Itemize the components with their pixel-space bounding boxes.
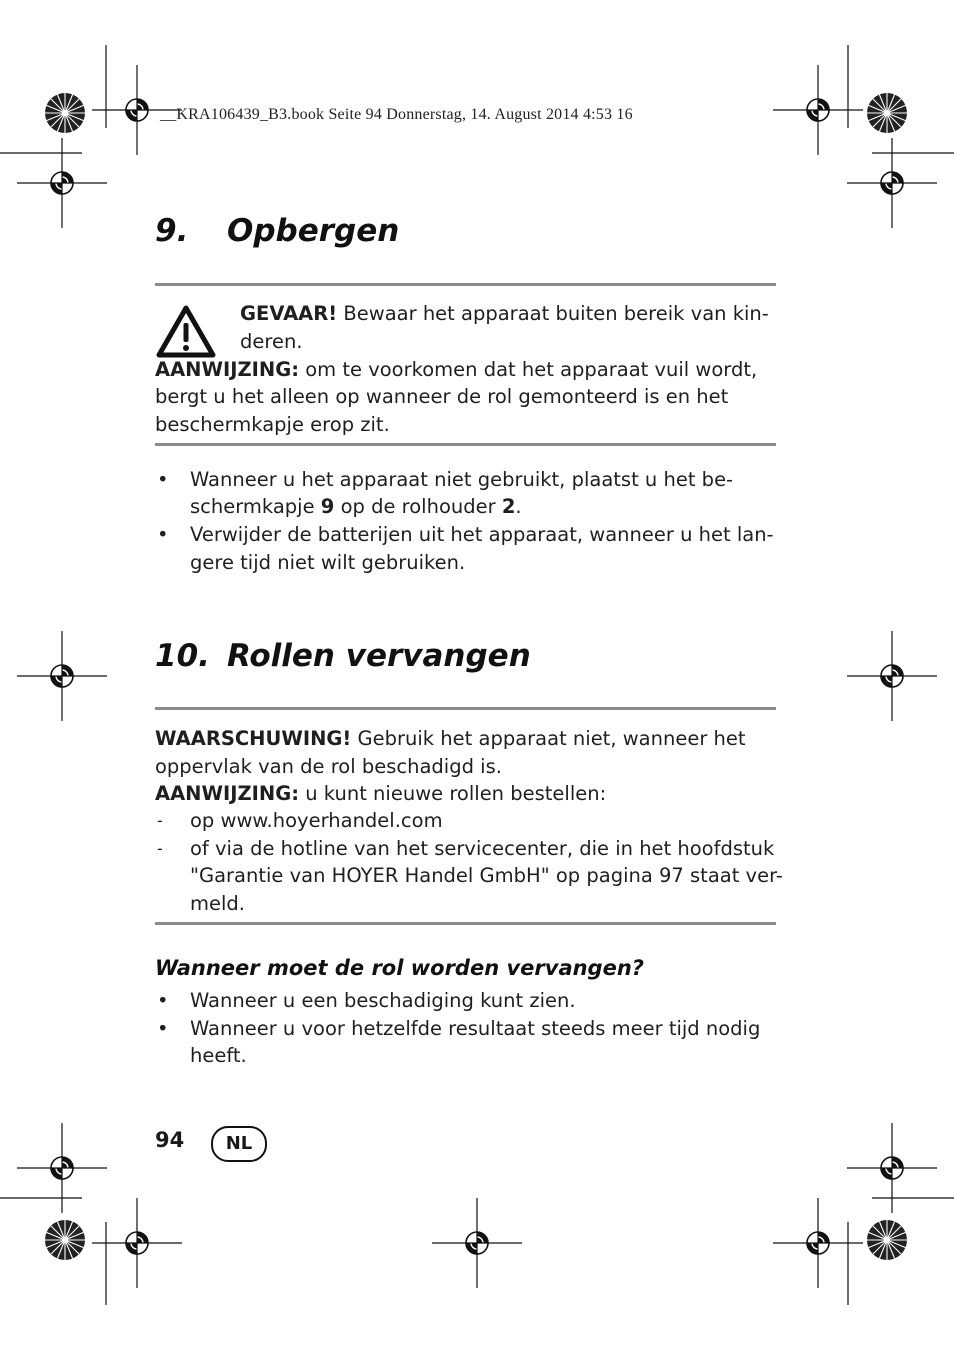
bullet-icon: • xyxy=(157,468,169,491)
section-divider xyxy=(155,283,776,286)
list-item: Wanneer u een beschadiging kunt zien. xyxy=(190,989,576,1012)
order-option: op www.hoyerhandel.com xyxy=(190,809,443,832)
section-divider xyxy=(155,443,776,446)
section-title: Opbergen xyxy=(227,213,400,249)
radial-starburst-icon xyxy=(45,1220,85,1260)
part-number-ref: 9 xyxy=(320,495,335,518)
warning-triangle-icon xyxy=(155,304,217,360)
list-item-cont: gere tijd niet wilt gebruiken. xyxy=(190,551,466,574)
danger-notice: GEVAAR! Bewaar het apparaat buiten bereik van kin- xyxy=(240,302,769,325)
section-9-heading xyxy=(155,213,399,249)
section-10-heading xyxy=(155,638,531,674)
danger-notice-cont: deren. xyxy=(240,330,303,353)
bullet-icon: • xyxy=(157,989,169,1012)
warning-notice-cont: oppervlak van de rol beschadigd is. xyxy=(155,755,502,778)
page-number: 94 xyxy=(155,1128,185,1152)
bullet-icon: • xyxy=(157,523,169,546)
order-option-cont: meld. xyxy=(190,892,245,915)
radial-starburst-icon xyxy=(867,1220,907,1260)
storage-note-line3: beschermkapje erop zit. xyxy=(155,413,390,436)
bullet-icon: • xyxy=(157,1017,169,1040)
list-item: Wanneer u voor hetzelfde resultaat steeds meer tijd nodig xyxy=(190,1017,761,1040)
crosshair-registration-icon xyxy=(847,138,937,228)
list-item-cont: schermkapje 9 op de rolhouder 2. xyxy=(190,495,522,518)
list-item-cont: heeft. xyxy=(190,1044,247,1067)
storage-note: AANWIJZING: om te voorkomen dat het apparaat vuil wordt, xyxy=(155,358,758,381)
section-title: Rollen vervangen xyxy=(227,638,531,674)
crosshair-registration-icon xyxy=(847,631,937,721)
dash-marker: - xyxy=(157,839,163,858)
part-number-ref: 2 xyxy=(501,495,516,518)
crosshair-registration-icon xyxy=(17,631,107,721)
crosshair-registration-icon xyxy=(17,138,107,228)
list-item: Verwijder de batterijen uit het apparaat, wanneer u het lan- xyxy=(190,523,774,546)
warning-notice: WAARSCHUWING! Gebruik het apparaat niet, wanneer het xyxy=(155,727,746,750)
list-item: Wanneer u het apparaat niet gebruikt, plaatst u het be- xyxy=(190,468,734,491)
section-number: 9. xyxy=(155,213,189,249)
section-divider xyxy=(155,922,776,925)
section-divider xyxy=(155,707,776,710)
crosshair-registration-icon xyxy=(847,1123,937,1213)
crosshair-registration-icon xyxy=(432,1198,522,1288)
order-option: of via de hotline van het servicecenter, die in het hoofdstuk xyxy=(190,837,775,860)
dash-marker: - xyxy=(157,811,163,830)
note-label: AANWIJZING: xyxy=(155,782,300,805)
section-number: 10. xyxy=(155,638,210,674)
print-file-info: __KRA106439_B3.book Seite 94 Donnerstag, 14. August 2014 4:53 16 xyxy=(160,106,633,123)
language-badge: NL xyxy=(211,1126,267,1162)
order-option-cont: "Garantie van HOYER Handel GmbH" op pagina 97 staat ver- xyxy=(190,864,783,887)
crosshair-registration-icon xyxy=(773,65,863,155)
crosshair-registration-icon xyxy=(17,1123,107,1213)
danger-label: GEVAAR! xyxy=(240,302,338,325)
order-note: AANWIJZING: u kunt nieuwe rollen bestellen: xyxy=(155,782,607,805)
subheading: Wanneer moet de rol worden vervangen? xyxy=(155,956,644,980)
note-label: AANWIJZING: xyxy=(155,358,300,381)
radial-starburst-icon xyxy=(867,93,907,133)
warning-label: WAARSCHUWING! xyxy=(155,727,352,750)
storage-note-line2: bergt u het alleen op wanneer de rol gemonteerd is en het xyxy=(155,385,729,408)
crosshair-registration-icon xyxy=(773,1198,863,1288)
radial-starburst-icon xyxy=(45,93,85,133)
